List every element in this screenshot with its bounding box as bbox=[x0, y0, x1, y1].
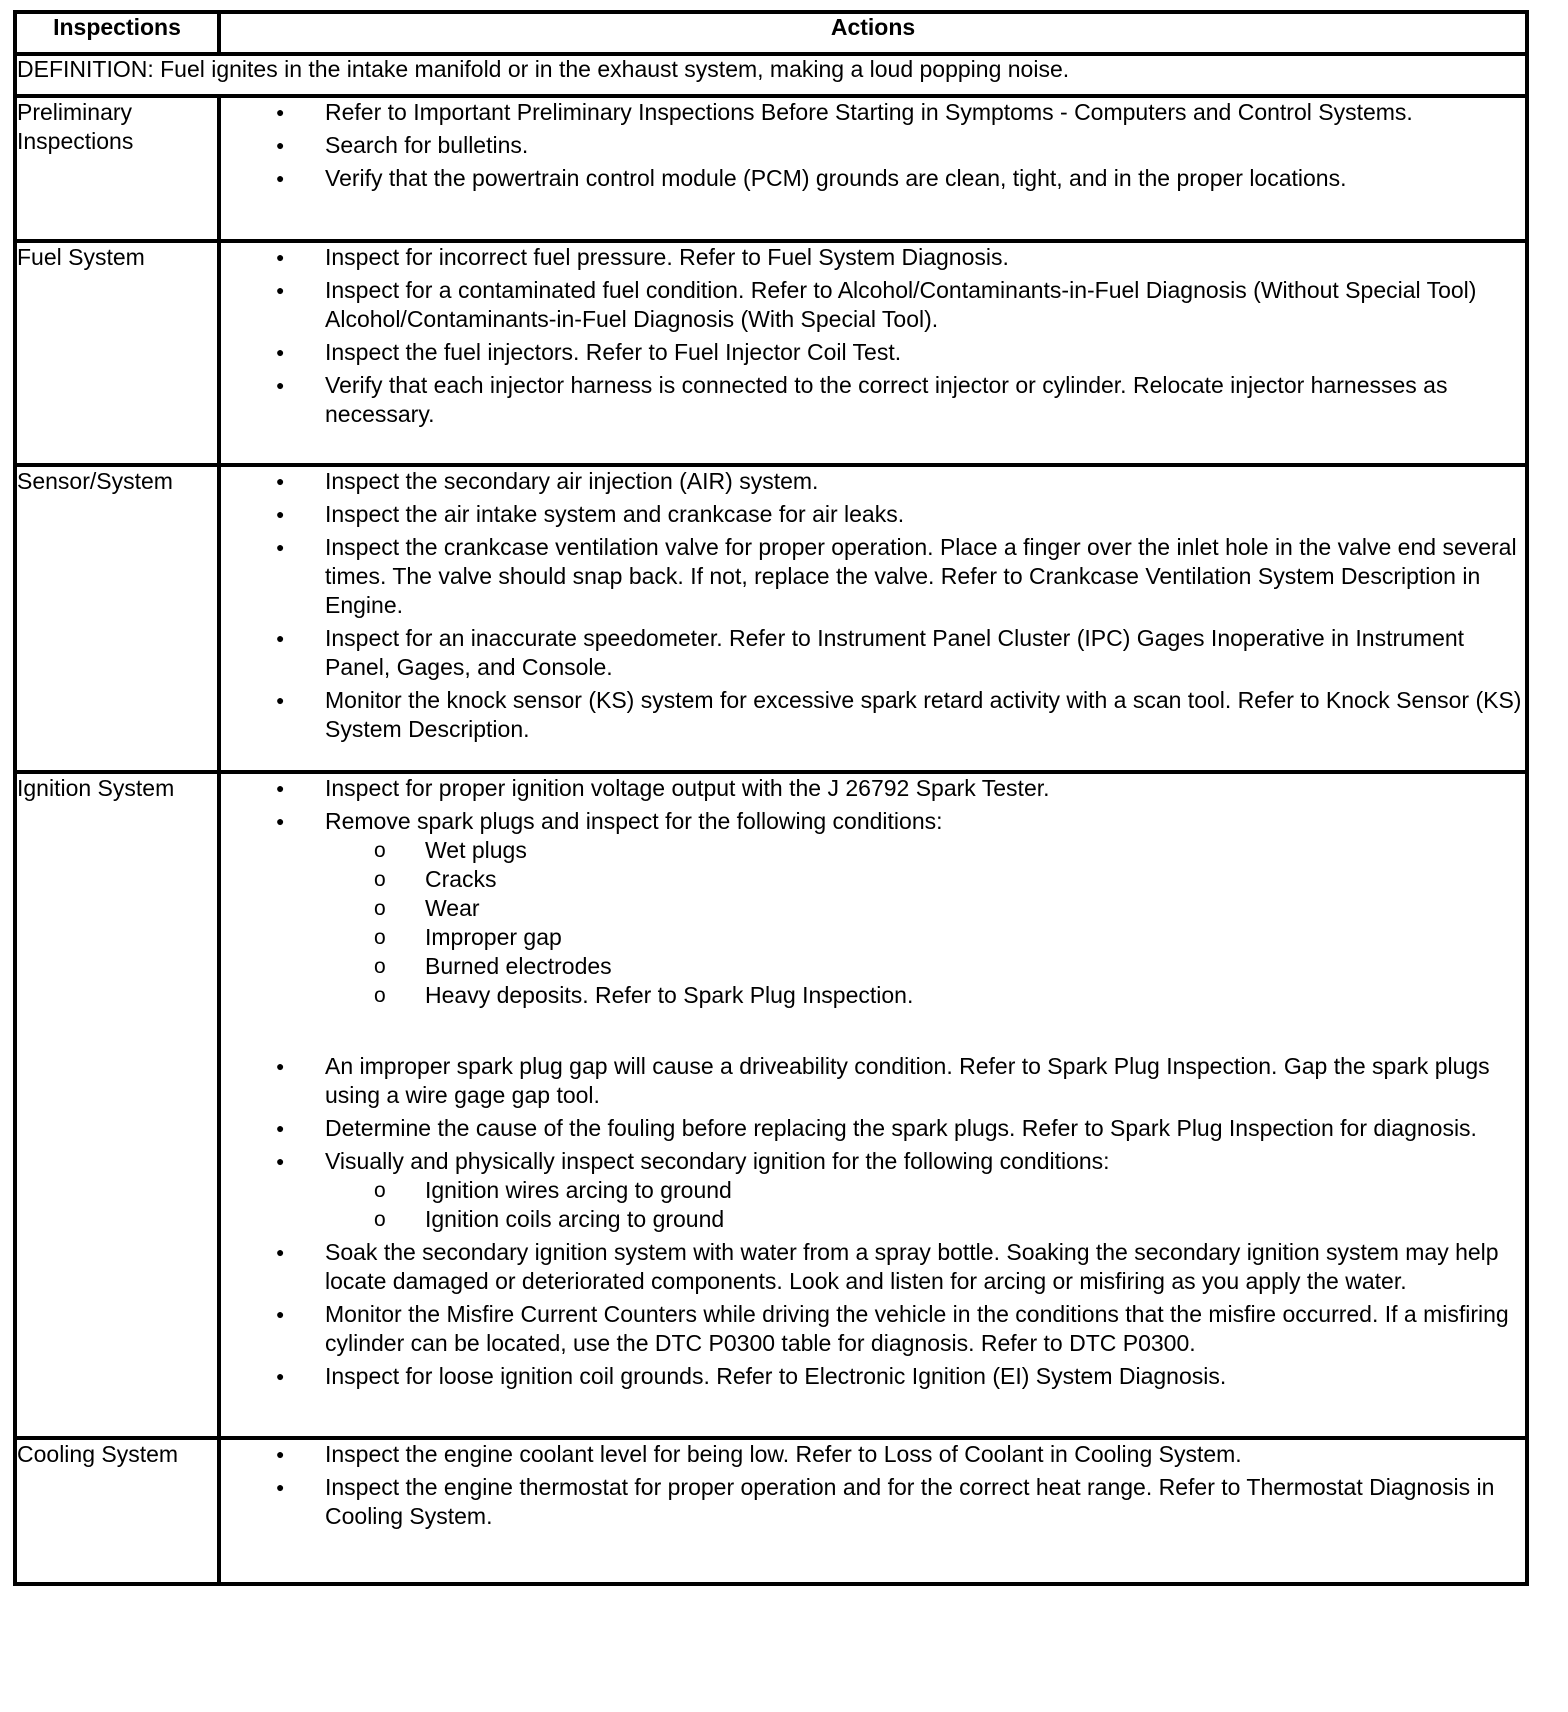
action-item: ● Inspect the engine coolant level for being low. Refer to Loss of Coolant in Cooling System. bbox=[221, 1440, 1525, 1469]
action-list bbox=[221, 774, 1525, 1391]
action-item: ● Inspect for proper ignition voltage output with the J 26792 Spark Tester. bbox=[221, 774, 1525, 803]
sub-item: o Improper gap bbox=[325, 923, 1525, 952]
definition-text: DEFINITION: Fuel ignites in the intake manifold or in the exhaust system, making a loud popping noise. bbox=[15, 54, 1527, 96]
action-item-text: Remove spark plugs and inspect for the following conditions: bbox=[325, 808, 943, 834]
action-item: ● Soak the secondary ignition system with water from a spray bottle. Soaking the secondary ignition system may help locate damaged or deteriorated components. Look and listen for arcing or misfiring as you apply the water. bbox=[221, 1238, 1525, 1296]
inspection-cell: Cooling System bbox=[15, 1438, 219, 1584]
action-item: ● Monitor the Misfire Current Counters while driving the vehicle in the conditions that the misfire occurred. If a misfiring cylinder can be located, use the DTC P0300 table for diagnosis. Refer to DTC P0300. bbox=[221, 1300, 1525, 1358]
action-item: ● Monitor the knock sensor (KS) system for excessive spark retard activity with a scan tool. Refer to Knock Sensor (KS) System Description. bbox=[221, 686, 1525, 744]
action-list bbox=[221, 243, 1525, 429]
sub-item: o Ignition coils arcing to ground bbox=[325, 1205, 1525, 1234]
inspection-cell: Fuel System bbox=[15, 241, 219, 465]
action-item: ● Inspect for an inaccurate speedometer. Refer to Instrument Panel Cluster (IPC) Gages Inoperative in Instrument Panel, Gages, and Console. bbox=[221, 624, 1525, 682]
actions-cell bbox=[219, 1438, 1527, 1584]
sub-list bbox=[325, 1176, 1525, 1234]
action-item: ● Inspect the fuel injectors. Refer to Fuel Injector Coil Test. bbox=[221, 338, 1525, 367]
action-item: ● Inspect the air intake system and crankcase for air leaks. bbox=[221, 500, 1525, 529]
action-item: ● Refer to Important Preliminary Inspections Before Starting in Symptoms - Computers and Control Systems. bbox=[221, 98, 1525, 127]
inspection-cell: Preliminary Inspections bbox=[15, 96, 219, 241]
header-actions: Actions bbox=[219, 12, 1527, 54]
table-row bbox=[15, 96, 1527, 241]
action-list bbox=[221, 467, 1525, 744]
inspection-cell: Ignition System bbox=[15, 772, 219, 1438]
action-list bbox=[221, 1440, 1525, 1531]
action-item: ● Inspect for incorrect fuel pressure. Refer to Fuel System Diagnosis. bbox=[221, 243, 1525, 272]
action-item: ● Inspect the engine thermostat for proper operation and for the correct heat range. Refer to Thermostat Diagnosis in Cooling System. bbox=[221, 1473, 1525, 1531]
action-item: ● Search for bulletins. bbox=[221, 131, 1525, 160]
action-item: ● Determine the cause of the fouling before replacing the spark plugs. Refer to Spark Plug Inspection for diagnosis. bbox=[221, 1114, 1525, 1143]
sub-item: o Cracks bbox=[325, 865, 1525, 894]
actions-cell bbox=[219, 96, 1527, 241]
table-row bbox=[15, 1438, 1527, 1584]
sub-item: o Wet plugs bbox=[325, 836, 1525, 865]
inspection-cell: Sensor/System bbox=[15, 465, 219, 772]
sub-item: o Wear bbox=[325, 894, 1525, 923]
sub-item: o Heavy deposits. Refer to Spark Plug Inspection. bbox=[325, 981, 1525, 1010]
definition-row bbox=[15, 54, 1527, 96]
action-list bbox=[221, 98, 1525, 193]
header-inspections: Inspections bbox=[15, 12, 219, 54]
action-item bbox=[221, 1147, 1525, 1234]
action-item: ● Verify that each injector harness is connected to the correct injector or cylinder. Relocate injector harnesses as necessary. bbox=[221, 371, 1525, 429]
sub-list bbox=[325, 836, 1525, 1010]
table-header-row bbox=[15, 12, 1527, 54]
actions-cell bbox=[219, 465, 1527, 772]
action-item: ● Inspect the secondary air injection (AIR) system. bbox=[221, 467, 1525, 496]
table-row bbox=[15, 465, 1527, 772]
action-item-text: Visually and physically inspect secondary ignition for the following conditions: bbox=[325, 1148, 1110, 1174]
action-item bbox=[221, 807, 1525, 1010]
diagnostic-table bbox=[13, 10, 1529, 1586]
sub-item: o Burned electrodes bbox=[325, 952, 1525, 981]
sub-item: o Ignition wires arcing to ground bbox=[325, 1176, 1525, 1205]
action-item: ● Inspect the crankcase ventilation valve for proper operation. Place a finger over the inlet hole in the valve end several times. The valve should snap back. If not, replace the valve. Refer to Crankcase Ventilation System Description in Engine. bbox=[221, 533, 1525, 620]
action-item: ● Inspect for a contaminated fuel condition. Refer to Alcohol/Contaminants-in-Fuel Diagnosis (Without Special Tool) Alcohol/Contaminants-in-Fuel Diagnosis (With Special Tool). bbox=[221, 276, 1525, 334]
actions-cell bbox=[219, 241, 1527, 465]
table-row bbox=[15, 772, 1527, 1438]
action-item: ● An improper spark plug gap will cause a driveability condition. Refer to Spark Plug Inspection. Gap the spark plugs using a wire gage gap tool. bbox=[221, 1052, 1525, 1110]
action-item: ● Verify that the powertrain control module (PCM) grounds are clean, tight, and in the proper locations. bbox=[221, 164, 1525, 193]
table-row bbox=[15, 241, 1527, 465]
actions-cell bbox=[219, 772, 1527, 1438]
action-item: ● Inspect for loose ignition coil grounds. Refer to Electronic Ignition (EI) System Diagnosis. bbox=[221, 1362, 1525, 1391]
